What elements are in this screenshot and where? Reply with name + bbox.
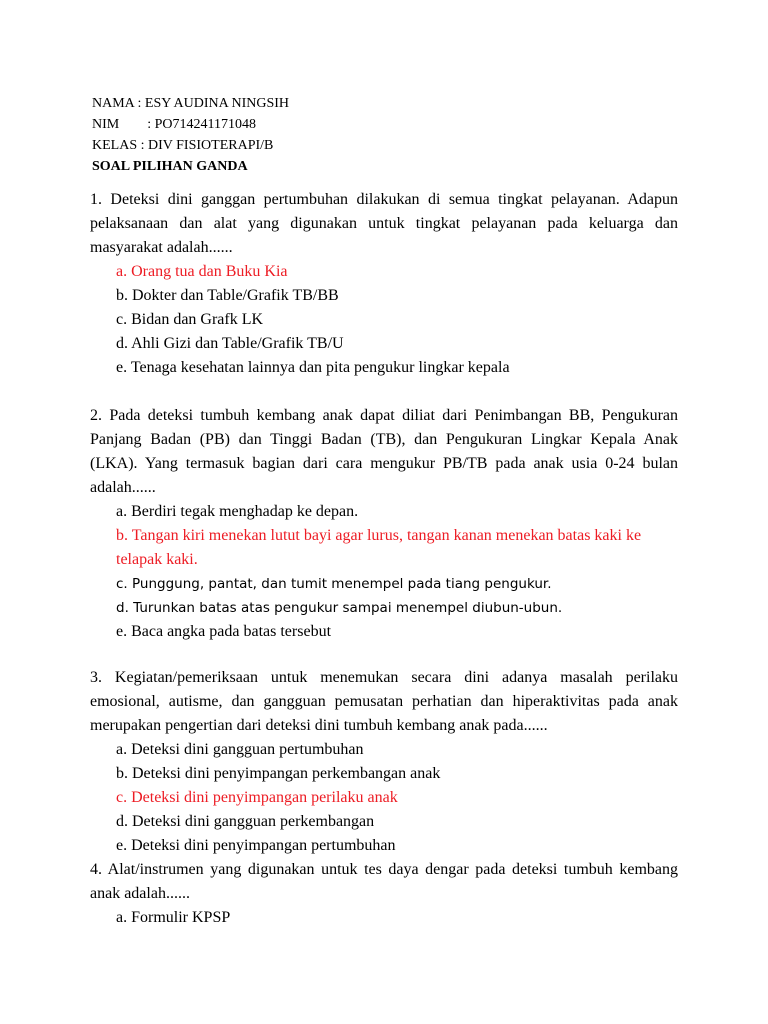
option-d: d. Ahli Gizi dan Table/Grafik TB/U <box>116 335 344 352</box>
student-header <box>92 93 692 177</box>
question-4 <box>90 858 678 930</box>
answer-options <box>116 260 678 380</box>
student-class-line: KELAS : DIV FISIOTERAPI/B <box>92 138 274 153</box>
answer-options <box>116 738 678 858</box>
student-name-line: NAMA : ESY AUDINA NINGSIH <box>92 96 290 111</box>
question-text: 3. Kegiatan/pemeriksaan untuk menemukan secara dini adanya masalah perilaku emosional, autisme, dan gangguan pemusatan perhatian dan hiperaktivitas pada anak merupakan pengertian dari deteksi dini tumbuh kembang anak pada...... <box>90 669 678 734</box>
option-a: a. Deteksi dini gangguan pertumbuhan <box>116 741 364 758</box>
question-text: 4. Alat/instrumen yang digunakan untuk tes daya dengar pada deteksi tumbuh kembang anak adalah...... <box>90 861 678 902</box>
option-a: a. Berdiri tegak menghadap ke depan. <box>116 503 359 520</box>
question-text: 2. Pada deteksi tumbuh kembang anak dapat diliat dari Penimbangan BB, Pengukuran Panjang Badan (PB) dan Tinggi Badan (TB), dan Pengukuran Lingkar Kepala Anak (LKA). Yang termasuk bagian dari cara mengukur PB/TB pada anak usia 0-24 bulan adalah...... <box>90 407 678 496</box>
option-d: d. Deteksi dini gangguan perkembangan <box>116 813 375 830</box>
option-b: b. Deteksi dini penyimpangan perkembangan anak <box>116 765 441 782</box>
student-nim-line: NIM : PO714241171048 <box>92 117 256 132</box>
question-2 <box>90 404 678 644</box>
option-b: b. Dokter dan Table/Grafik TB/BB <box>116 287 339 304</box>
option-e: e. Tenaga kesehatan lainnya dan pita pengukur lingkar kepala <box>116 359 510 376</box>
option-d: d. Turunkan batas atas pengukur sampai menempel diubun-ubun. <box>116 600 563 616</box>
option-c: c. Deteksi dini penyimpangan perilaku anak <box>116 789 398 806</box>
option-a: a. Formulir KPSP <box>116 909 231 926</box>
option-e: e. Deteksi dini penyimpangan pertumbuhan <box>116 837 396 854</box>
section-title: SOAL PILIHAN GANDA <box>92 159 248 174</box>
answer-options <box>116 500 678 644</box>
option-e: e. Baca angka pada batas tersebut <box>116 623 332 640</box>
option-c: c. Bidan dan Grafk LK <box>116 311 264 328</box>
answer-options <box>116 906 678 930</box>
option-c: c. Punggung, pantat, dan tumit menempel pada tiang pengukur. <box>116 576 552 592</box>
question-text: 1. Deteksi dini ganggan pertumbuhan dilakukan di semua tingkat pelayanan. Adapun pelaksanaan dan alat yang digunakan untuk tingkat pelayanan pada keluarga dan masyarakat adalah...... <box>90 191 678 256</box>
option-a: a. Orang tua dan Buku Kia <box>116 263 288 280</box>
option-b: b. Tangan kiri menekan lutut bayi agar lurus, tangan kanan menekan batas kaki ke telapak kaki. <box>116 527 642 568</box>
question-3 <box>90 666 678 858</box>
question-1 <box>90 188 678 380</box>
